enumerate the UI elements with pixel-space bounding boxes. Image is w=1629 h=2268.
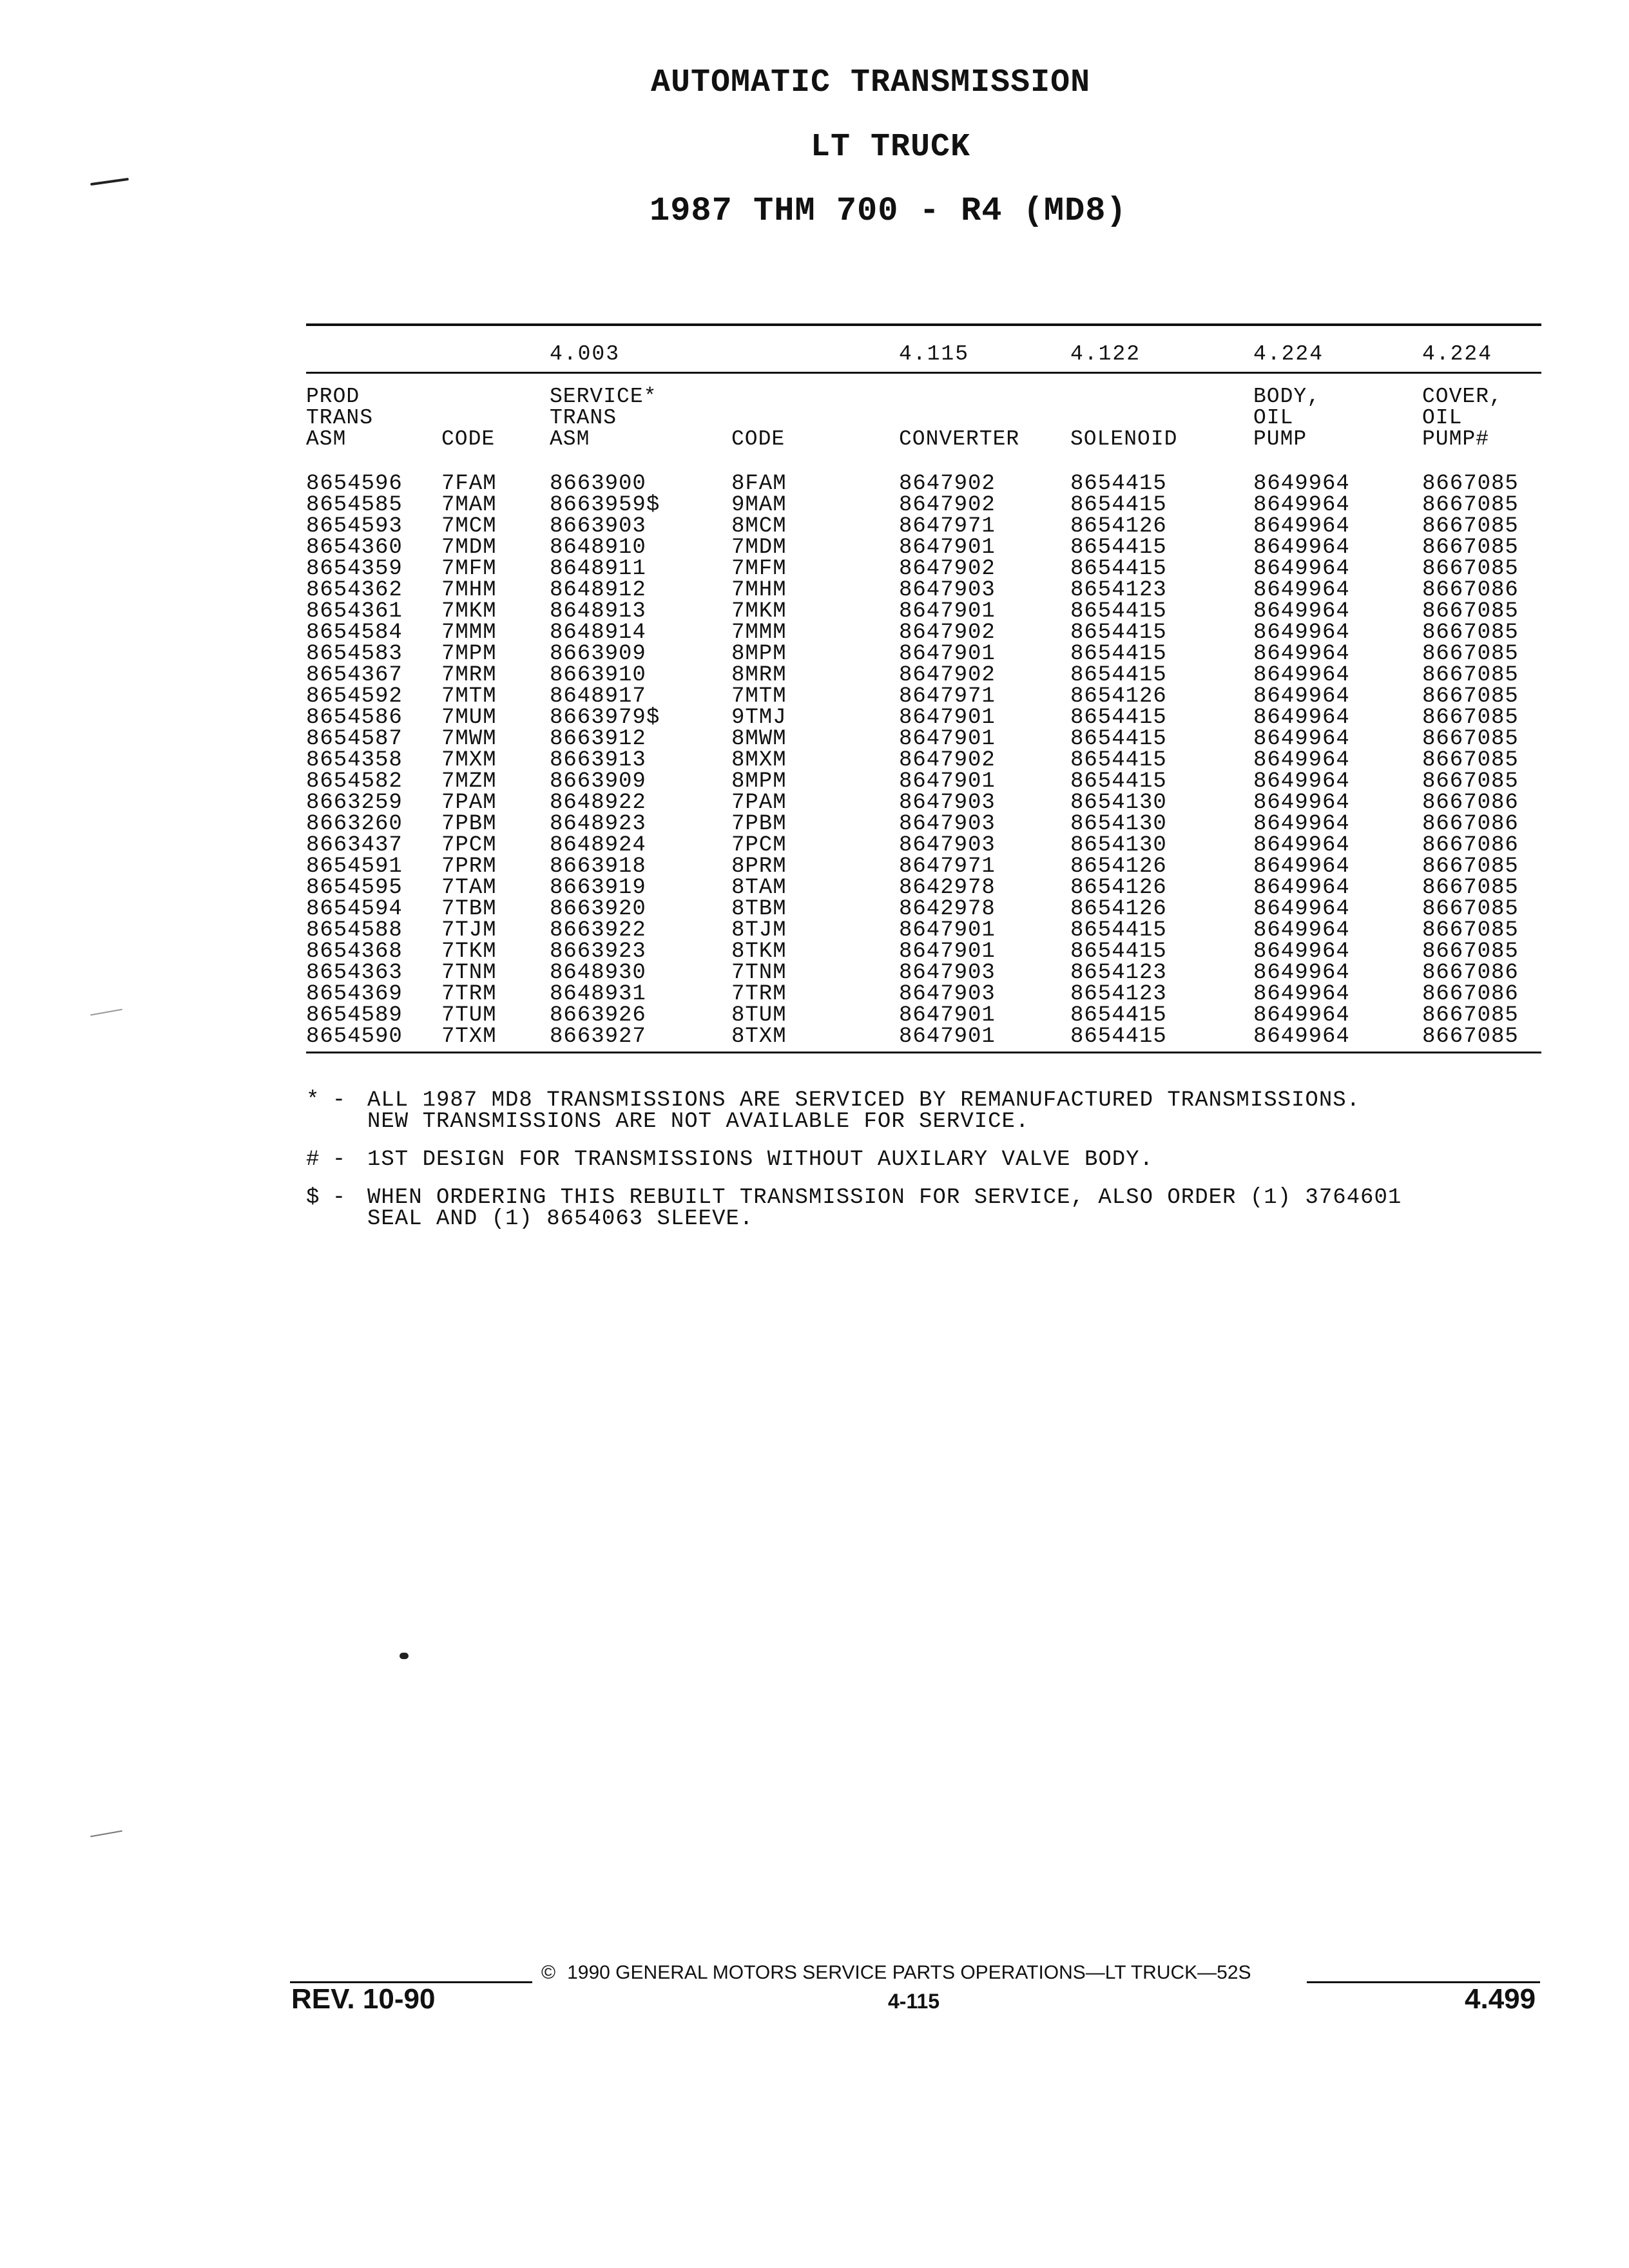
cell-service-trans-asm: 8663919 <box>550 876 646 900</box>
cell-service-trans-asm: 8648917 <box>550 684 646 709</box>
cell-solenoid: 8654415 <box>1070 939 1167 964</box>
cell-code: 7MAM <box>441 493 497 517</box>
cell-code: 7MCM <box>441 514 497 539</box>
cell-service-code: 8PRM <box>731 854 787 879</box>
cell-converter: 8647901 <box>899 1024 996 1049</box>
footnotes <box>306 1090 1541 1247</box>
table-bottom-rule <box>306 1052 1541 1053</box>
cell-prod-trans-asm: 8663437 <box>306 833 403 858</box>
cell-service-code: 7MHM <box>731 578 787 602</box>
cell-code: 7MPM <box>441 642 497 666</box>
cell-service-code: 7MDM <box>731 535 787 560</box>
cell-service-trans-asm: 8663923 <box>550 939 646 964</box>
cell-prod-trans-asm: 8654593 <box>306 514 403 539</box>
cell-service-trans-asm: 8648911 <box>550 557 646 581</box>
cell-prod-trans-asm: 8654363 <box>306 961 403 985</box>
cell-converter: 8647902 <box>899 620 996 645</box>
table-row <box>306 516 1541 537</box>
table-row <box>306 495 1541 516</box>
cell-converter: 8647903 <box>899 833 996 858</box>
cell-service-trans-asm: 8648924 <box>550 833 646 858</box>
table-row <box>306 707 1541 729</box>
footnote-text: 1ST DESIGN FOR TRANSMISSIONS WITHOUT AUXILARY VALVE BODY. <box>367 1148 1153 1172</box>
cell-cover-oil-pump: 8667086 <box>1422 833 1519 858</box>
cell-prod-trans-asm: 8654590 <box>306 1024 403 1049</box>
cell-service-trans-asm: 8663918 <box>550 854 646 879</box>
header-body-oil-pump: BODY, OIL PUMP <box>1253 385 1321 451</box>
cell-body-oil-pump: 8649964 <box>1253 706 1350 730</box>
cell-solenoid: 8654130 <box>1070 791 1167 815</box>
page-title: AUTOMATIC TRANSMISSION <box>651 64 1091 101</box>
cell-body-oil-pump: 8649964 <box>1253 939 1350 964</box>
cell-service-code: 8MXM <box>731 748 787 773</box>
cell-code: 7TJM <box>441 918 497 943</box>
cell-service-trans-asm: 8648923 <box>550 812 646 836</box>
footer-copyright <box>541 1962 1251 1984</box>
cell-prod-trans-asm: 8663259 <box>306 791 403 815</box>
cell-code: 7MDM <box>441 535 497 560</box>
cell-solenoid: 8654126 <box>1070 897 1167 921</box>
cell-service-code: 7TNM <box>731 961 787 985</box>
cell-converter: 8647902 <box>899 472 996 496</box>
scan-mark <box>90 178 129 186</box>
cell-prod-trans-asm: 8654588 <box>306 918 403 943</box>
cell-body-oil-pump: 8649964 <box>1253 1003 1350 1028</box>
cell-converter: 8647901 <box>899 599 996 624</box>
scan-dot <box>400 1653 409 1659</box>
cell-cover-oil-pump: 8667085 <box>1422 620 1519 645</box>
cell-cover-oil-pump: 8667085 <box>1422 1003 1519 1028</box>
cell-converter: 8647971 <box>899 684 996 709</box>
cell-code: 7MRM <box>441 663 497 687</box>
page-subtitle: LT TRUCK <box>811 129 971 166</box>
cell-prod-trans-asm: 8654586 <box>306 706 403 730</box>
table-row <box>306 878 1541 899</box>
cell-solenoid: 8654415 <box>1070 472 1167 496</box>
copyright-symbol: © <box>541 1962 556 1983</box>
cell-service-code: 7MFM <box>731 557 787 581</box>
cell-body-oil-pump: 8649964 <box>1253 791 1350 815</box>
cell-converter: 8647903 <box>899 812 996 836</box>
cell-body-oil-pump: 8649964 <box>1253 812 1350 836</box>
cell-converter: 8647903 <box>899 961 996 985</box>
cell-body-oil-pump: 8649964 <box>1253 642 1350 666</box>
page-reference: 4-115 <box>888 1990 940 2013</box>
cell-code: 7MMM <box>441 620 497 645</box>
cell-body-oil-pump: 8649964 <box>1253 876 1350 900</box>
cell-service-code: 8TXM <box>731 1024 787 1049</box>
cell-cover-oil-pump: 8667085 <box>1422 854 1519 879</box>
cell-solenoid: 8654415 <box>1070 493 1167 517</box>
cell-solenoid: 8654130 <box>1070 833 1167 858</box>
cell-converter: 8647901 <box>899 642 996 666</box>
cell-converter: 8647902 <box>899 663 996 687</box>
cell-solenoid: 8654415 <box>1070 727 1167 751</box>
cell-cover-oil-pump: 8667085 <box>1422 939 1519 964</box>
cell-prod-trans-asm: 8654358 <box>306 748 403 773</box>
cell-service-trans-asm: 8663910 <box>550 663 646 687</box>
cell-code: 7TRM <box>441 982 497 1006</box>
cell-prod-trans-asm: 8654584 <box>306 620 403 645</box>
cell-body-oil-pump: 8649964 <box>1253 961 1350 985</box>
header-code: CODE <box>441 427 496 451</box>
cell-prod-trans-asm: 8654369 <box>306 982 403 1006</box>
cell-code: 7TBM <box>441 897 497 921</box>
cell-cover-oil-pump: 8667085 <box>1422 727 1519 751</box>
cell-solenoid: 8654415 <box>1070 1024 1167 1049</box>
cell-solenoid: 8654126 <box>1070 514 1167 539</box>
table-row <box>306 580 1541 601</box>
cell-converter: 8647971 <box>899 514 996 539</box>
cell-service-code: 7MTM <box>731 684 787 709</box>
cell-code: 7MZM <box>441 769 497 794</box>
cell-cover-oil-pump: 8667085 <box>1422 918 1519 943</box>
cell-body-oil-pump: 8649964 <box>1253 918 1350 943</box>
scan-mark <box>90 1009 122 1016</box>
cell-body-oil-pump: 8649964 <box>1253 748 1350 773</box>
cell-solenoid: 8654126 <box>1070 684 1167 709</box>
cell-solenoid: 8654415 <box>1070 599 1167 624</box>
cell-body-oil-pump: 8649964 <box>1253 854 1350 879</box>
cell-code: 7TNM <box>441 961 497 985</box>
table-row <box>306 1026 1541 1048</box>
cell-solenoid: 8654415 <box>1070 557 1167 581</box>
cell-cover-oil-pump: 8667085 <box>1422 557 1519 581</box>
cell-service-code: 7PAM <box>731 791 787 815</box>
cell-cover-oil-pump: 8667085 <box>1422 642 1519 666</box>
scan-mark <box>90 1831 122 1838</box>
cell-service-code: 8MPM <box>731 769 787 794</box>
table-row <box>306 729 1541 750</box>
cell-prod-trans-asm: 8654582 <box>306 769 403 794</box>
cell-service-trans-asm: 8663927 <box>550 1024 646 1049</box>
footnote-symbol: $ - <box>306 1186 346 1210</box>
cell-solenoid: 8654415 <box>1070 1003 1167 1028</box>
cell-service-code: 8TBM <box>731 897 787 921</box>
cell-code: 7FAM <box>441 472 497 496</box>
cell-cover-oil-pump: 8667086 <box>1422 961 1519 985</box>
cell-converter: 8647971 <box>899 854 996 879</box>
table-row <box>306 920 1541 941</box>
header-rule <box>306 372 1541 374</box>
header-converter: CONVERTER <box>899 427 1020 451</box>
cell-solenoid: 8654415 <box>1070 620 1167 645</box>
cell-code: 7TXM <box>441 1024 497 1049</box>
cell-code: 7PCM <box>441 833 497 858</box>
section-number-solenoid: 4.122 <box>1070 342 1141 366</box>
cell-cover-oil-pump: 8667085 <box>1422 472 1519 496</box>
page-number: 4.499 <box>1465 1983 1536 2015</box>
cell-code: 7MKM <box>441 599 497 624</box>
cell-service-trans-asm: 8648910 <box>550 535 646 560</box>
table-row <box>306 814 1541 835</box>
cell-cover-oil-pump: 8667086 <box>1422 791 1519 815</box>
cell-service-trans-asm: 8648931 <box>550 982 646 1006</box>
cell-code: 7TAM <box>441 876 497 900</box>
table-row <box>306 474 1541 495</box>
cell-cover-oil-pump: 8667086 <box>1422 578 1519 602</box>
cell-service-code: 7MKM <box>731 599 787 624</box>
cell-service-code: 7PBM <box>731 812 787 836</box>
cell-converter: 8647901 <box>899 1003 996 1028</box>
cell-converter: 8642978 <box>899 876 996 900</box>
cell-service-trans-asm: 8663979$ <box>550 706 660 730</box>
cell-converter: 8647902 <box>899 493 996 517</box>
section-number-converter: 4.115 <box>899 342 970 366</box>
cell-prod-trans-asm: 8654592 <box>306 684 403 709</box>
cell-solenoid: 8654415 <box>1070 663 1167 687</box>
cell-code: 7MFM <box>441 557 497 581</box>
cell-converter: 8647901 <box>899 939 996 964</box>
cell-code: 7TKM <box>441 939 497 964</box>
model-title: 1987 THM 700 - R4 (MD8) <box>650 192 1127 230</box>
cell-converter: 8647902 <box>899 557 996 581</box>
cell-code: 7TUM <box>441 1003 497 1028</box>
cell-service-code: 7PCM <box>731 833 787 858</box>
cell-prod-trans-asm: 8654359 <box>306 557 403 581</box>
cell-converter: 8647903 <box>899 578 996 602</box>
footnote-text: WHEN ORDERING THIS REBUILT TRANSMISSION FOR SERVICE, ALSO ORDER (1) 3764601 SEAL AND (1) 8654063 SLEEVE. <box>367 1186 1402 1231</box>
cell-prod-trans-asm: 8654591 <box>306 854 403 879</box>
cell-service-trans-asm: 8663922 <box>550 918 646 943</box>
cell-solenoid: 8654415 <box>1070 706 1167 730</box>
cell-cover-oil-pump: 8667085 <box>1422 599 1519 624</box>
footnote <box>306 1187 1541 1230</box>
section-number-cover-pump: 4.224 <box>1422 342 1493 366</box>
cell-body-oil-pump: 8649964 <box>1253 833 1350 858</box>
table-row <box>306 835 1541 856</box>
table-top-rule <box>306 323 1541 326</box>
cell-service-trans-asm: 8648913 <box>550 599 646 624</box>
cell-service-code: 8FAM <box>731 472 787 496</box>
cell-cover-oil-pump: 8667085 <box>1422 684 1519 709</box>
cell-cover-oil-pump: 8667085 <box>1422 748 1519 773</box>
cell-solenoid: 8654415 <box>1070 642 1167 666</box>
cell-body-oil-pump: 8649964 <box>1253 982 1350 1006</box>
cell-service-trans-asm: 8663926 <box>550 1003 646 1028</box>
header-service-code: CODE <box>731 427 786 451</box>
footnote-text: ALL 1987 MD8 TRANSMISSIONS ARE SERVICED BY REMANUFACTURED TRANSMISSIONS. NEW TRANSMISSIONS ARE NOT AVAILABLE FOR SERVICE. <box>367 1088 1361 1134</box>
cell-body-oil-pump: 8649964 <box>1253 727 1350 751</box>
cell-solenoid: 8654126 <box>1070 876 1167 900</box>
cell-solenoid: 8654123 <box>1070 982 1167 1006</box>
cell-code: 7MWM <box>441 727 497 751</box>
cell-service-trans-asm: 8663920 <box>550 897 646 921</box>
cell-converter: 8647901 <box>899 706 996 730</box>
cell-prod-trans-asm: 8654587 <box>306 727 403 751</box>
cell-prod-trans-asm: 8654585 <box>306 493 403 517</box>
cell-code: 7PAM <box>441 791 497 815</box>
table-row <box>306 963 1541 984</box>
cell-code: 7MXM <box>441 748 497 773</box>
cell-service-trans-asm: 8663903 <box>550 514 646 539</box>
cell-prod-trans-asm: 8663260 <box>306 812 403 836</box>
header-prod-trans-asm: PROD TRANS ASM <box>306 385 374 451</box>
cell-service-code: 8MRM <box>731 663 787 687</box>
copyright-text: 1990 GENERAL MOTORS SERVICE PARTS OPERATIONS—LT TRUCK—52S <box>567 1962 1251 1983</box>
table-row <box>306 793 1541 814</box>
cell-service-code: 9TMJ <box>731 706 787 730</box>
cell-cover-oil-pump: 8667086 <box>1422 812 1519 836</box>
cell-converter: 8647901 <box>899 535 996 560</box>
cell-service-code: 9MAM <box>731 493 787 517</box>
cell-code: 7PBM <box>441 812 497 836</box>
table-row <box>306 771 1541 793</box>
cell-solenoid: 8654123 <box>1070 578 1167 602</box>
table-row <box>306 941 1541 963</box>
cell-code: 7MTM <box>441 684 497 709</box>
cell-prod-trans-asm: 8654596 <box>306 472 403 496</box>
cell-body-oil-pump: 8649964 <box>1253 897 1350 921</box>
cell-prod-trans-asm: 8654368 <box>306 939 403 964</box>
cell-body-oil-pump: 8649964 <box>1253 620 1350 645</box>
table-row <box>306 1005 1541 1026</box>
cell-cover-oil-pump: 8667085 <box>1422 663 1519 687</box>
header-cover-oil-pump: COVER, OIL PUMP# <box>1422 385 1503 451</box>
cell-prod-trans-asm: 8654594 <box>306 897 403 921</box>
cell-service-trans-asm: 8648930 <box>550 961 646 985</box>
cell-body-oil-pump: 8649964 <box>1253 514 1350 539</box>
cell-service-code: 8MCM <box>731 514 787 539</box>
table-row <box>306 537 1541 559</box>
cell-service-trans-asm: 8648914 <box>550 620 646 645</box>
cell-cover-oil-pump: 8667085 <box>1422 876 1519 900</box>
cell-converter: 8647901 <box>899 727 996 751</box>
cell-service-code: 8TJM <box>731 918 787 943</box>
cell-converter: 8647902 <box>899 748 996 773</box>
cell-solenoid: 8654415 <box>1070 535 1167 560</box>
cell-body-oil-pump: 8649964 <box>1253 684 1350 709</box>
cell-body-oil-pump: 8649964 <box>1253 557 1350 581</box>
cell-cover-oil-pump: 8667085 <box>1422 769 1519 794</box>
cell-prod-trans-asm: 8654362 <box>306 578 403 602</box>
cell-prod-trans-asm: 8654367 <box>306 663 403 687</box>
section-number-body-pump: 4.224 <box>1253 342 1324 366</box>
footnote <box>306 1149 1541 1171</box>
cell-body-oil-pump: 8649964 <box>1253 472 1350 496</box>
footnote-symbol: * - <box>306 1088 346 1113</box>
cell-prod-trans-asm: 8654583 <box>306 642 403 666</box>
cell-service-trans-asm: 8663909 <box>550 769 646 794</box>
cell-converter: 8647901 <box>899 769 996 794</box>
cell-service-trans-asm: 8663909 <box>550 642 646 666</box>
cell-cover-oil-pump: 8667085 <box>1422 897 1519 921</box>
cell-converter: 8647901 <box>899 918 996 943</box>
cell-body-oil-pump: 8649964 <box>1253 535 1350 560</box>
table-row <box>306 856 1541 878</box>
cell-converter: 8647903 <box>899 791 996 815</box>
header-service-trans-asm: SERVICE* TRANS ASM <box>550 385 657 451</box>
cell-prod-trans-asm: 8654595 <box>306 876 403 900</box>
cell-prod-trans-asm: 8654360 <box>306 535 403 560</box>
table-row <box>306 984 1541 1005</box>
cell-service-code: 7MMM <box>731 620 787 645</box>
cell-code: 7MUM <box>441 706 497 730</box>
cell-body-oil-pump: 8649964 <box>1253 578 1350 602</box>
cell-body-oil-pump: 8649964 <box>1253 599 1350 624</box>
cell-cover-oil-pump: 8667086 <box>1422 982 1519 1006</box>
cell-service-code: 7TRM <box>731 982 787 1006</box>
cell-converter: 8647903 <box>899 982 996 1006</box>
header-solenoid: SOLENOID <box>1070 427 1178 451</box>
footnote <box>306 1090 1541 1133</box>
cell-prod-trans-asm: 8654589 <box>306 1003 403 1028</box>
parts-table <box>306 474 1541 1048</box>
cell-service-code: 8TUM <box>731 1003 787 1028</box>
cell-converter: 8642978 <box>899 897 996 921</box>
revision-label: REV. 10-90 <box>291 1983 436 2015</box>
table-row <box>306 601 1541 622</box>
footnote-symbol: # - <box>306 1148 346 1172</box>
cell-body-oil-pump: 8649964 <box>1253 493 1350 517</box>
table-row <box>306 665 1541 686</box>
table-row <box>306 899 1541 920</box>
cell-service-code: 8TAM <box>731 876 787 900</box>
cell-cover-oil-pump: 8667085 <box>1422 706 1519 730</box>
cell-service-code: 8MPM <box>731 642 787 666</box>
cell-solenoid: 8654415 <box>1070 918 1167 943</box>
cell-solenoid: 8654130 <box>1070 812 1167 836</box>
cell-solenoid: 8654415 <box>1070 769 1167 794</box>
table-row <box>306 559 1541 580</box>
cell-body-oil-pump: 8649964 <box>1253 663 1350 687</box>
cell-cover-oil-pump: 8667085 <box>1422 514 1519 539</box>
table-row <box>306 750 1541 771</box>
cell-service-trans-asm: 8648912 <box>550 578 646 602</box>
cell-service-trans-asm: 8663959$ <box>550 493 660 517</box>
section-number-service: 4.003 <box>550 342 621 366</box>
table-row <box>306 686 1541 707</box>
cell-service-code: 8MWM <box>731 727 787 751</box>
cell-service-code: 8TKM <box>731 939 787 964</box>
cell-cover-oil-pump: 8667085 <box>1422 535 1519 560</box>
cell-cover-oil-pump: 8667085 <box>1422 493 1519 517</box>
cell-solenoid: 8654126 <box>1070 854 1167 879</box>
cell-service-trans-asm: 8663913 <box>550 748 646 773</box>
table-row <box>306 644 1541 665</box>
cell-body-oil-pump: 8649964 <box>1253 1024 1350 1049</box>
table-row <box>306 622 1541 644</box>
cell-solenoid: 8654415 <box>1070 748 1167 773</box>
cell-code: 7MHM <box>441 578 497 602</box>
cell-prod-trans-asm: 8654361 <box>306 599 403 624</box>
cell-service-trans-asm: 8663900 <box>550 472 646 496</box>
cell-code: 7PRM <box>441 854 497 879</box>
cell-service-trans-asm: 8663912 <box>550 727 646 751</box>
cell-cover-oil-pump: 8667085 <box>1422 1024 1519 1049</box>
cell-service-trans-asm: 8648922 <box>550 791 646 815</box>
cell-solenoid: 8654123 <box>1070 961 1167 985</box>
cell-body-oil-pump: 8649964 <box>1253 769 1350 794</box>
